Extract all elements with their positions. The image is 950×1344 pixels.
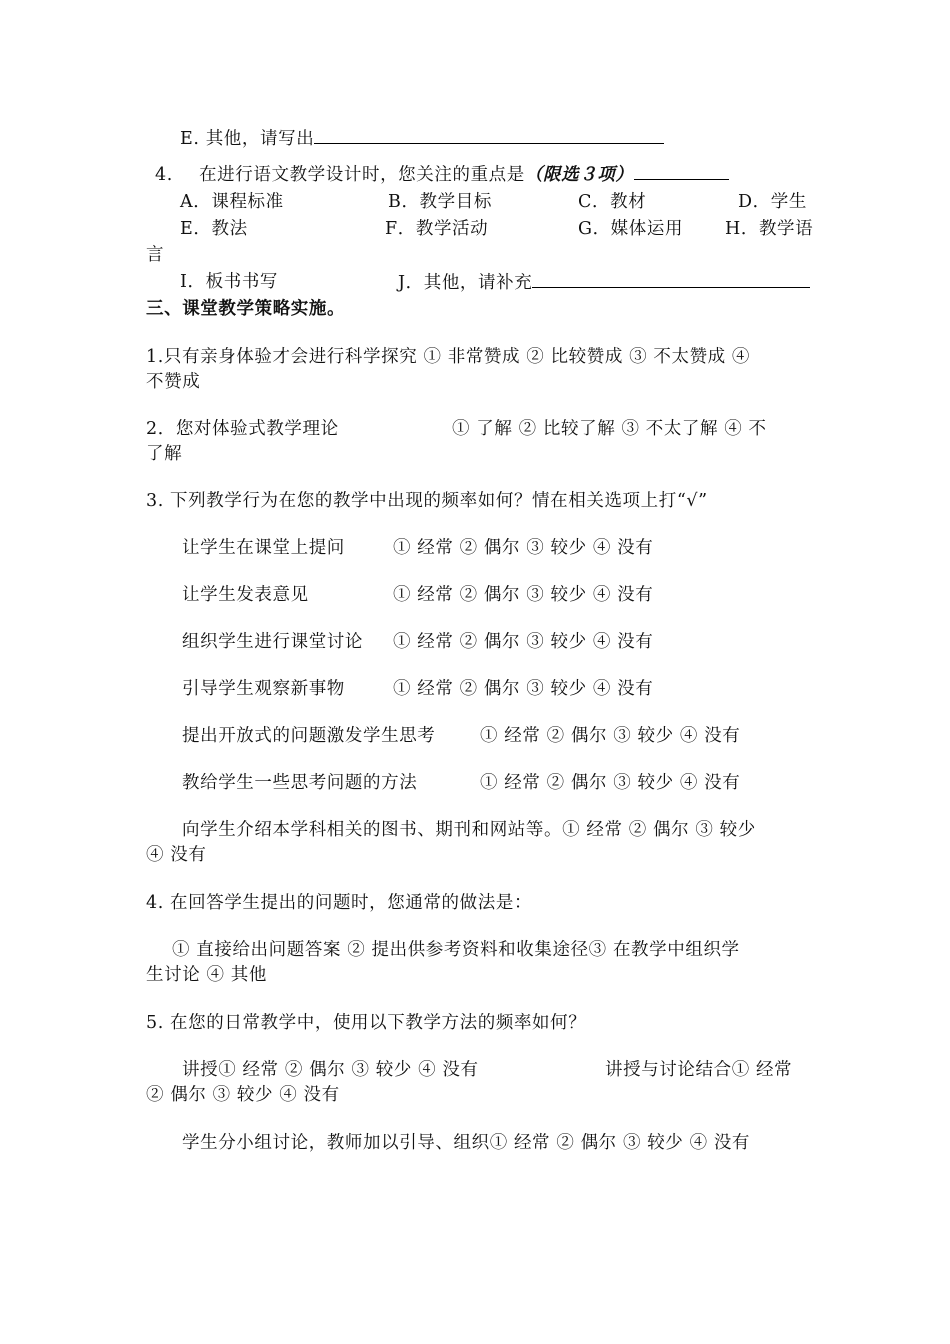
other-option-label: E. 其他，请写出 [180, 129, 315, 149]
s3-q5-line1-right: 讲授与讨论结合① 经常 [605, 1060, 793, 1080]
s3-q4-line1: ① 直接给出问题答案 ② 提出供参考资料和收集途径③ 在教学中组织学 [172, 940, 740, 960]
q4-option-j[interactable]: J．其他，请补充 [398, 273, 533, 293]
s3-q2-options: ① 了解 ② 比较了解 ③ 不太了解 ④ 不 [452, 419, 767, 439]
question-4-blank[interactable] [634, 162, 729, 180]
s3-q3-item-options[interactable]: ① 经常 ② 偶尔 ③ 较少 ④ 没有 [393, 538, 654, 558]
s3-q3-item-label: 组织学生进行课堂讨论 [182, 632, 363, 652]
s3-q5-line1-left: 讲授① 经常 ② 偶尔 ③ 较少 ④ 没有 [182, 1060, 479, 1080]
s3-q5-line3: 学生分小组讨论，教师加以引导、组织① 经常 ② 偶尔 ③ 较少 ④ 没有 [182, 1133, 751, 1153]
s3-q3-item-options[interactable]: ① 经常 ② 偶尔 ③ 较少 ④ 没有 [480, 726, 741, 746]
s3-q3-item-options[interactable]: ① 经常 ② 偶尔 ③ 较少 ④ 没有 [393, 585, 654, 605]
q4-option-i[interactable]: I．板书书写 [180, 272, 279, 292]
s3-q4-line2: 生讨论 ④ 其他 [146, 965, 267, 985]
q4-option-c[interactable]: C．教材 [578, 192, 647, 212]
s3-q3-last-line1: 向学生介绍本学科相关的图书、期刊和网站等。① 经常 ② 偶尔 ③ 较少 [182, 820, 756, 840]
s3-q2-label: 2．您对体验式教学理论 [146, 419, 339, 439]
section-3-title: 三、课堂教学策略实施。 [146, 299, 346, 319]
s3-q2-line2: 了解 [146, 444, 183, 464]
s3-q1-line1: 1.只有亲身体验才会进行科学探究 ① 非常赞成 ② 比较赞成 ③ 不太赞成 ④ [146, 347, 751, 367]
q4-option-g[interactable]: G．媒体运用 [578, 219, 684, 239]
q4-option-f[interactable]: F．教学活动 [385, 219, 489, 239]
s3-q3-item-label: 让学生在课堂上提问 [182, 538, 345, 558]
s3-q1-line2: 不赞成 [146, 372, 201, 392]
s3-q3-item-options[interactable]: ① 经常 ② 偶尔 ③ 较少 ④ 没有 [393, 632, 654, 652]
q4-option-j-blank[interactable] [532, 270, 810, 288]
q4-option-h-wrap: 言 [146, 245, 165, 265]
question-4-text: 在进行语文教学设计时，您关注的重点是 [199, 165, 525, 185]
question-4-line [155, 162, 729, 187]
s3-q3-item-options[interactable]: ① 经常 ② 偶尔 ③ 较少 ④ 没有 [393, 679, 654, 699]
q4-option-d[interactable]: D．学生 [738, 192, 807, 212]
s3-q5-line2: ② 偶尔 ③ 较少 ④ 没有 [146, 1085, 340, 1105]
q4-option-b[interactable]: B．教学目标 [388, 192, 492, 212]
s3-q3-title: 3. 下列教学行为在您的教学中出现的频率如何？情在相关选项上打“√” [146, 491, 708, 511]
question-4-limit: （限选３项） [524, 165, 634, 185]
q4-option-e[interactable]: E．教法 [180, 219, 248, 239]
q4-option-a[interactable]: A．课程标准 [180, 192, 284, 212]
s3-q3-item-label: 让学生发表意见 [182, 585, 309, 605]
s3-q5-title: 5. 在您的日常教学中，使用以下教学方法的频率如何？ [146, 1013, 587, 1033]
s3-q3-item-options[interactable]: ① 经常 ② 偶尔 ③ 较少 ④ 没有 [480, 773, 741, 793]
s3-q4-title: 4. 在回答学生提出的问题时，您通常的做法是： [146, 893, 533, 913]
s3-q3-item-label: 引导学生观察新事物 [182, 679, 345, 699]
s3-q3-item-label: 提出开放式的问题激发学生思考 [182, 726, 436, 746]
other-option-line [180, 126, 664, 151]
question-4-number: 4. [155, 165, 173, 185]
s3-q3-item-label: 教给学生一些思考问题的方法 [182, 773, 418, 793]
q4-option-h[interactable]: H．教学语 [725, 219, 814, 239]
q4-option-j-line [398, 270, 810, 295]
s3-q3-last-line2: ④ 没有 [146, 845, 207, 865]
other-answer-blank[interactable] [314, 126, 664, 144]
